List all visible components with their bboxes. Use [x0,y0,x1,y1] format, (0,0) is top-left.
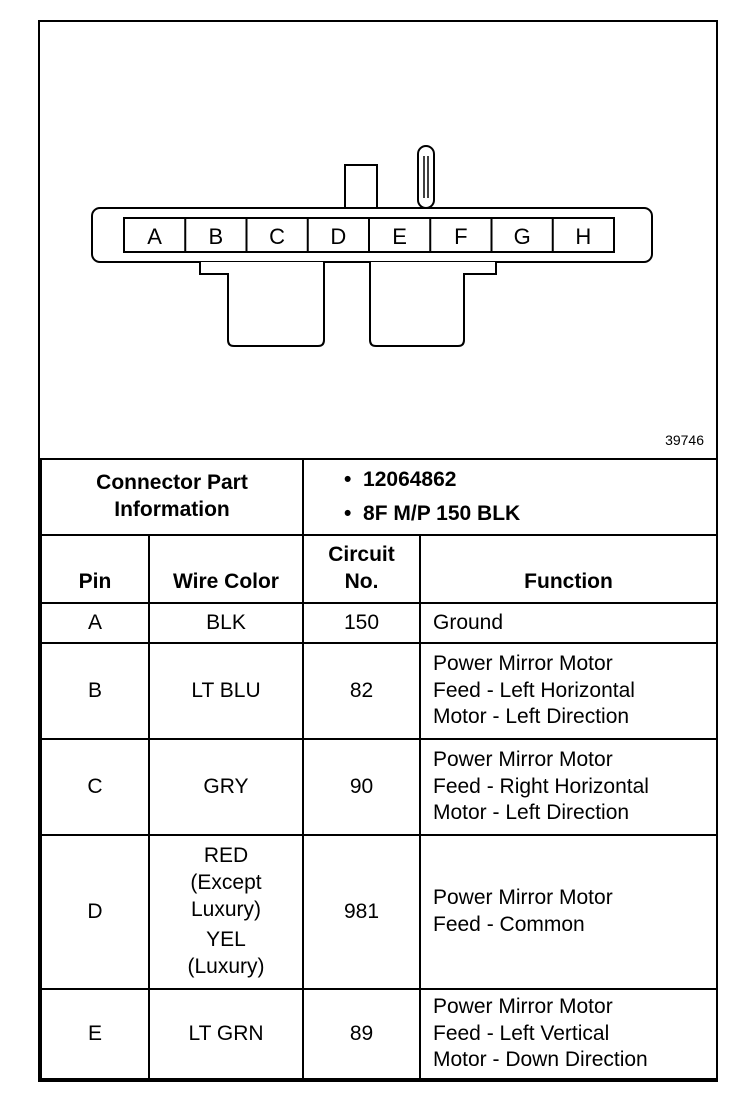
pin-letter-f: F [454,224,468,249]
connector-drawing [40,22,716,458]
circuit-cell: 90 [303,739,420,835]
function-line: Feed - Left Horizontal [433,678,635,702]
circuit-cell: 150 [303,603,420,643]
header-circuit-no [303,535,420,603]
wire-color-line: YEL [206,928,246,952]
pin-cell: B [41,643,149,739]
pin-cell: E [41,989,149,1079]
function-cell [420,835,717,989]
figure-number: 39746 [665,432,704,448]
connector-info-row [41,459,717,535]
pin-letter-e: E [392,224,407,249]
pin-cell: A [41,603,149,643]
function-line: Motor - Left Direction [433,705,630,729]
function-line: Motor - Left Direction [433,801,630,825]
wire-color-cell [149,739,303,835]
pin-cell: C [41,739,149,835]
pin-cells [147,218,591,252]
housing-left [200,262,324,346]
function-line: Ground [433,610,504,634]
housing-right [370,262,496,346]
table-row [41,603,717,643]
wire-color-line: LT BLU [191,678,261,702]
pin-cell: D [41,835,149,989]
function-line: Motor - Down Direction [433,1048,648,1072]
function-line: Feed - Common [433,913,585,936]
connector-info-label-line: Connector Part [96,471,248,495]
table-row [41,989,717,1079]
wire-color-cell [149,603,303,643]
pin-letter-b: B [208,224,224,249]
pin-letter-g: G [513,224,531,249]
function-cell [420,989,717,1079]
table-header-row [41,535,717,603]
wire-color-line: BLK [206,610,246,634]
circuit-cell: 82 [303,643,420,739]
pin-letter-d: D [330,224,347,249]
wire-color-cell [149,989,303,1079]
wire-color-cell [149,643,303,739]
function-line: Power Mirror Motor [433,886,613,910]
function-line: Power Mirror Motor [433,651,613,675]
header-circuit-line: Circuit [328,543,395,567]
circuit-cell: 89 [303,989,420,1079]
pin-letter-a: A [147,224,162,249]
latch-tab [345,165,377,209]
wire-color-line: LT GRN [188,1021,264,1045]
connector-table [40,458,718,1080]
part-number-item: • 12064862 [344,468,457,492]
function-line: Power Mirror Motor [433,747,613,771]
part-number-item: • 8F M/P 150 BLK [344,502,521,525]
wire-color-line: (Luxury) [187,955,265,979]
table-row [41,643,717,739]
connector-info-label [41,459,303,535]
circuit-cell: 981 [303,835,420,989]
wire-color-line: GRY [203,774,249,798]
function-cell [420,739,717,835]
function-cell [420,643,717,739]
wire-color-cell [149,835,303,989]
wire-color-line: Luxury) [190,897,262,921]
header-pin: Pin [41,535,149,603]
table-row [41,739,717,835]
table-body [41,603,717,1079]
header-circuit-line: No. [344,570,379,594]
connector-sheet [38,20,718,1082]
header-function: Function [420,535,717,603]
wire-color-line: (Except [190,870,262,894]
connector-diagram [40,22,716,458]
header-wire-color: Wire Color [149,535,303,603]
function-line: Feed - Right Horizontal [433,774,649,798]
part-number: 8F M/P 150 BLK [363,502,521,525]
pin-letter-h: H [575,224,592,249]
function-line: Power Mirror Motor [433,994,613,1018]
part-number: 12064862 [363,468,457,492]
function-cell [420,603,717,643]
wire-color-line: RED [203,843,249,867]
function-line: Feed - Left Vertical [433,1021,610,1045]
part-numbers-cell [303,459,717,535]
cpa-pin [418,146,434,208]
table-row [41,835,717,989]
connector-info-label-line: Information [114,498,230,521]
pin-letter-c: C [269,224,286,249]
